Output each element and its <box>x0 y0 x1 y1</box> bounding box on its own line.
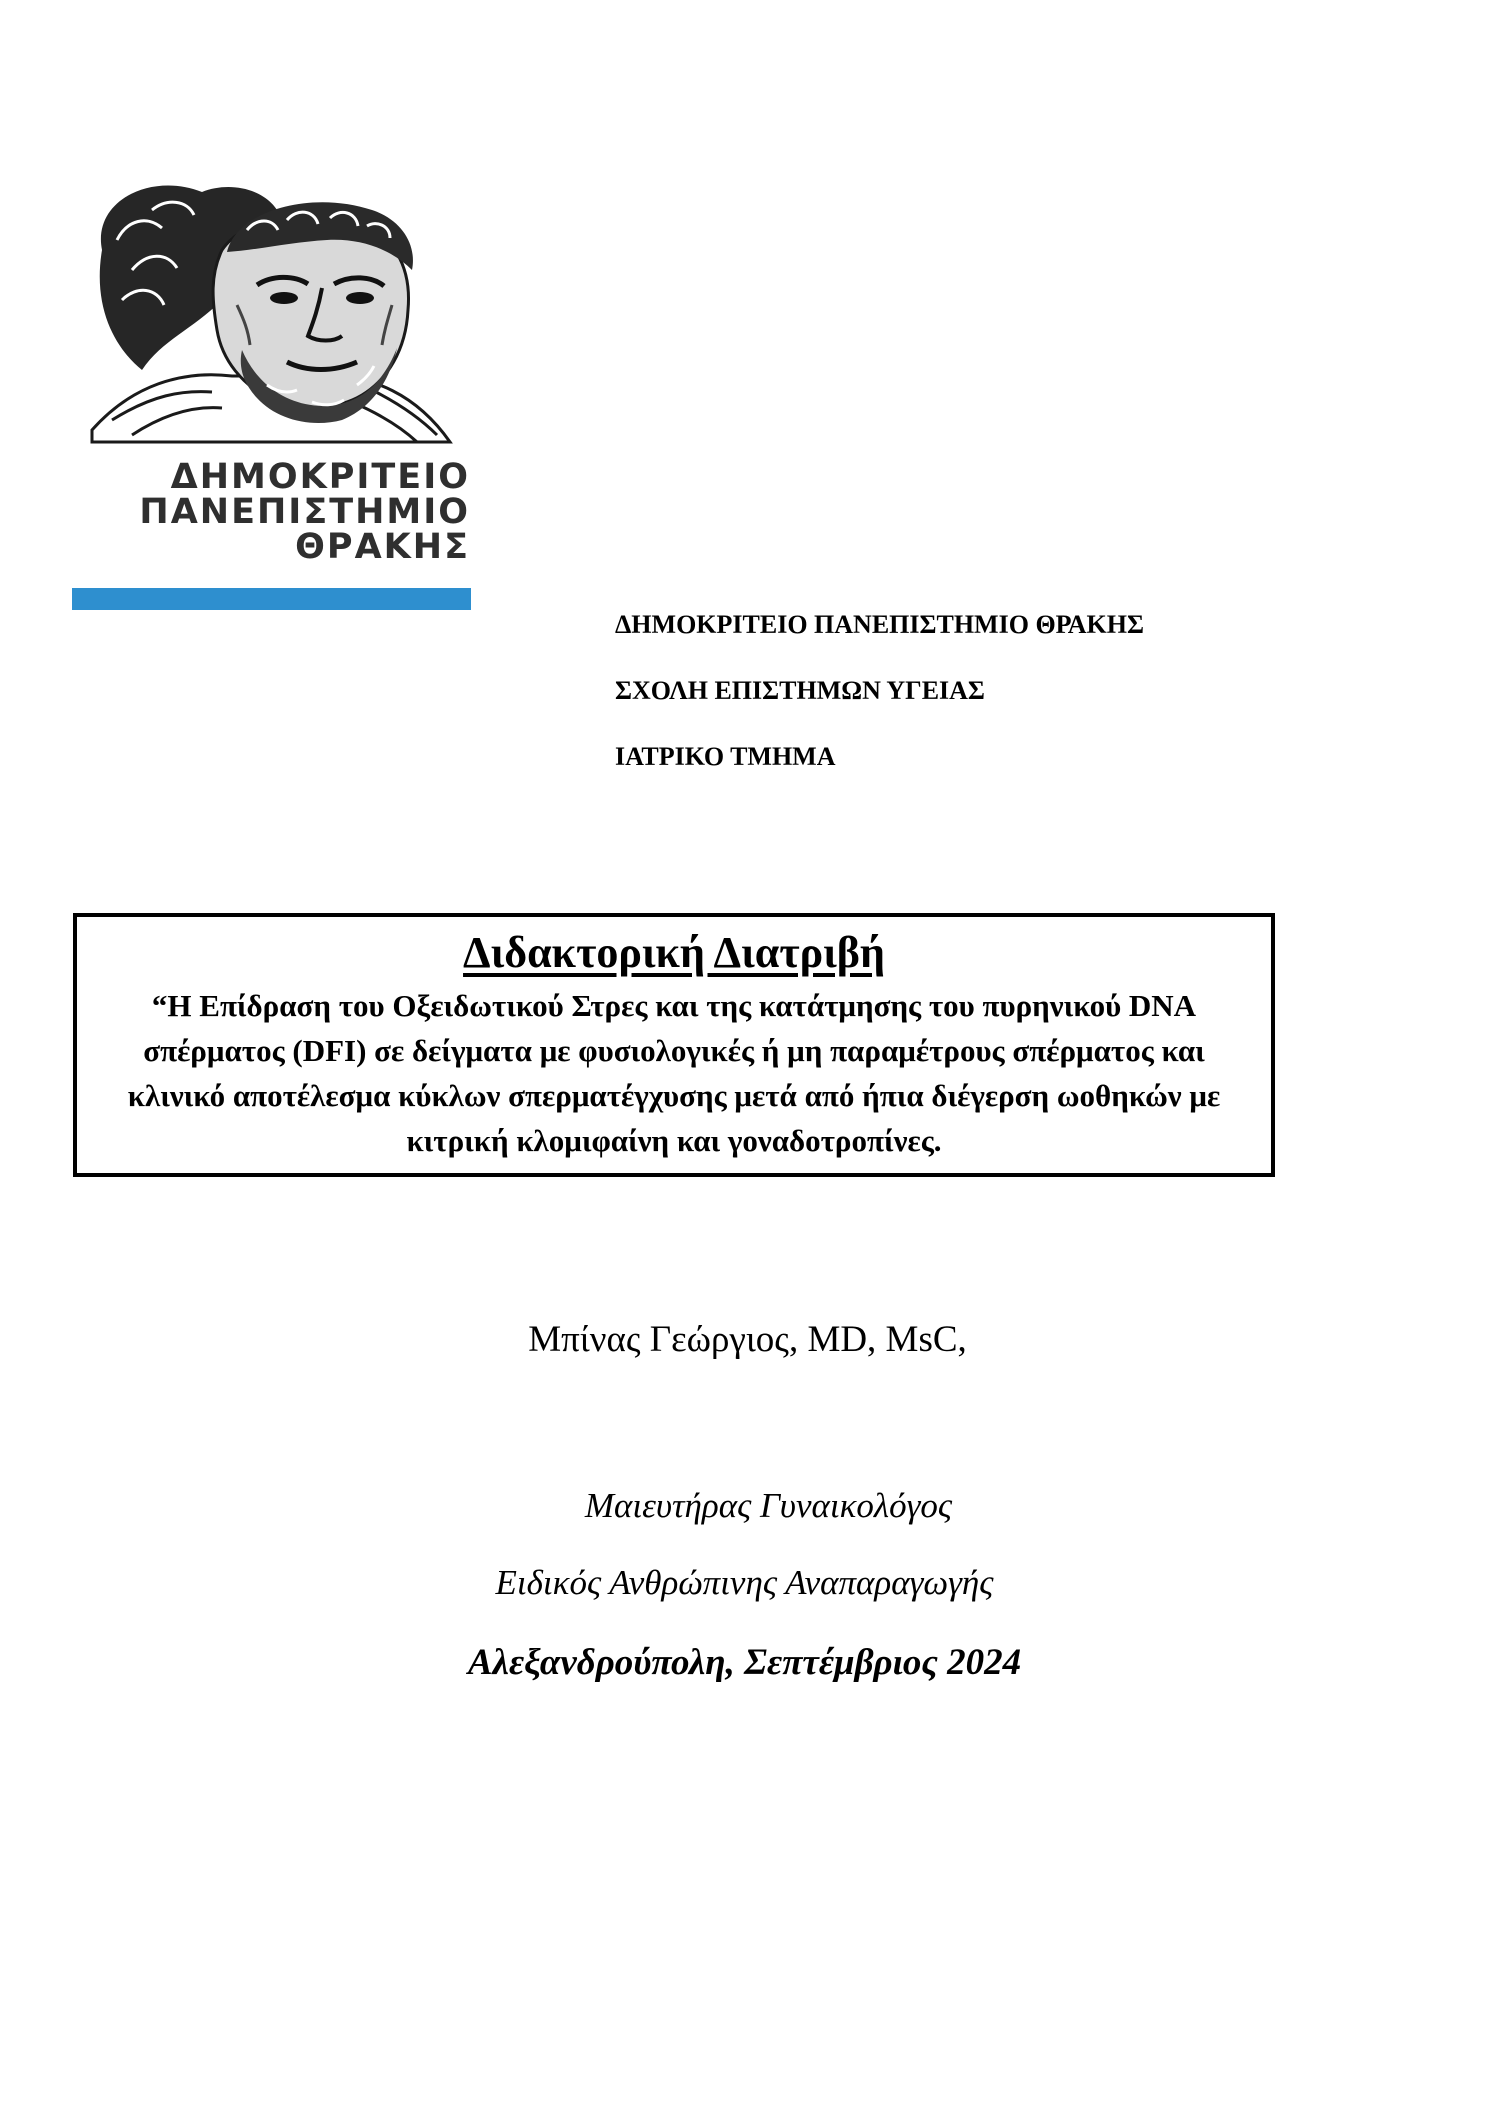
logo-line-1: ΔΗΜΟΚΡΙΤΕΙΟ <box>170 457 470 497</box>
institution-block <box>615 592 1144 790</box>
author-specialty-1: Μαιευτήρας Γυναικολόγος <box>584 1486 953 1525</box>
logo-accent-bar <box>72 588 471 610</box>
democritus-bust-icon <box>72 180 472 445</box>
logo-wordmark <box>90 457 470 567</box>
place-date: Αλεξανδρούπολη, Σεπτέμβριος 2024 <box>467 1642 1022 1683</box>
author-name: Μπίνας Γεώργιος, MD, MsC, <box>528 1319 967 1360</box>
thesis-heading: Διδακτορική Διατριβή <box>463 928 885 977</box>
thesis-title: “Η Επίδραση του Οξειδωτικού Στρες και της κατάτμησης του πυρηνικού DNA σπέρματος (DFI) σε δείγματα με φυσιολογικές ή μη παραμέτρους σπέρματος και κλινικό αποτέλεσμα κύκλων σπερματέγχυσης μετά από ήπια διέγερση ωοθηκών με κιτρική κλομιφαίνη και γοναδοτροπίνες. <box>127 988 1221 1158</box>
university-name: ΔΗΜΟΚΡΙΤΕΙΟ ΠΑΝΕΠΙΣΤΗΜΙΟ ΘΡΑΚΗΣ <box>615 610 1144 639</box>
school-name: ΣΧΟΛΗ ΕΠΙΣΤΗΜΩΝ ΥΓΕΙΑΣ <box>615 676 985 705</box>
thesis-box <box>73 913 1275 1177</box>
logo-line-2: ΠΑΝΕΠΙΣΤΗΜΙΟ <box>139 492 470 532</box>
department-name: ΙΑΤΡΙΚΟ ΤΜΗΜΑ <box>615 742 836 771</box>
author-specialty-2: Ειδικός Ανθρώπινης Αναπαραγωγής <box>495 1563 994 1602</box>
logo-line-3: ΘΡΑΚΗΣ <box>295 527 470 567</box>
